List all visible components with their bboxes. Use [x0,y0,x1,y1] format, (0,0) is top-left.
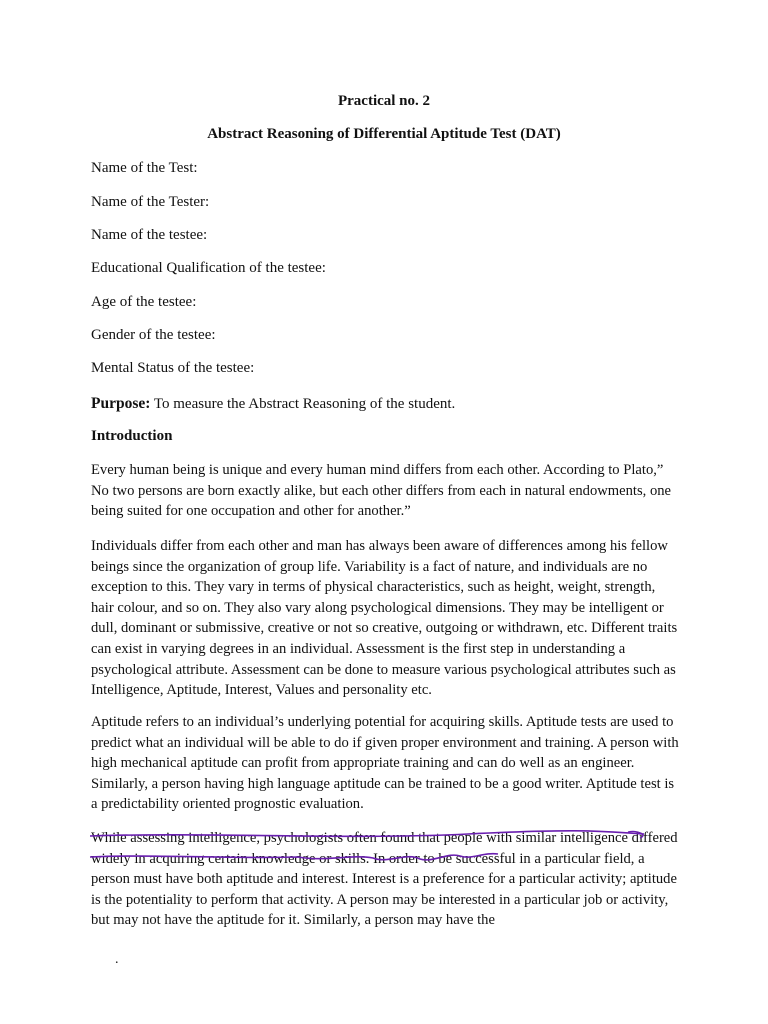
page-title: Practical no. 2 [337,93,431,109]
purpose-label: Purpose: [91,395,151,412]
purpose-text: To measure the Abstract Reasoning of the student. [150,396,456,412]
field-testee-name: Name of the testee: [91,227,208,243]
paragraph-4 [91,828,681,931]
purpose-line [91,395,455,413]
paragraph-1: Every human being is unique and every human mind differs from each other. According to Plato,” No two persons are born exactly alike, but each other differs from each in natural endowments, one being suited for one occupation and other for another.” [91,462,672,520]
struck-text: While assessing intelligence, psychologists often found that people with similar intelligence differed widely in acquiring certain knowledge or skills [91,830,678,867]
paragraph-4-rest: . In order to be successful in a particular field, a person must have both aptitude and interest. Interest is a preference for a particular activity; aptitude is the potentiality to perform that activity. A person may be interested in a particular job or activity, but may not have the aptitude for it. Similarly, a person may have the [91,850,677,929]
field-gender: Gender of the testee: [91,327,216,343]
field-mental-status: Mental Status of the testee: [91,360,255,376]
paragraph-3: Aptitude refers to an individual’s underlying potential for acquiring skills. Aptitude tests are used to predict what an individual will be able to do if given proper environment and training. A person with high mechanical aptitude can profit from appropriate training and can do well as an engineer. Similarly, a person having high language aptitude can be trained to be a good writer. Aptitude test is a predictability oriented prognostic evaluation. [91,714,679,813]
field-age: Age of the testee: [91,294,197,310]
introduction-heading: Introduction [91,428,173,444]
paragraph-2: Individuals differ from each other and man has always been aware of differences among his fellow beings since the organization of group life. Variability is a fact of nature, and individuals are no exception to this. They vary in terms of physical characteristics, such as height, weight, strength, hair colour, and so on. They also vary along psychological dimensions. They may be intelligent or dull, dominant or submissive, creative or not so creative, outgoing or withdrawn, etc. Different traits can exist in varying degrees in an individual. Assessment is the first step in understanding a psychological attribute. Assessment can be done to measure various psychological attributes such as Intelligence, Aptitude, Interest, Values and personality etc. [91,538,678,699]
field-tester-name: Name of the Tester: [91,194,210,210]
field-test-name: Name of the Test: [91,160,198,176]
field-education: Educational Qualification of the testee: [91,260,326,276]
footer-mark: . [115,952,119,967]
page-subtitle: Abstract Reasoning of Differential Aptitude Test (DAT) [207,126,561,142]
